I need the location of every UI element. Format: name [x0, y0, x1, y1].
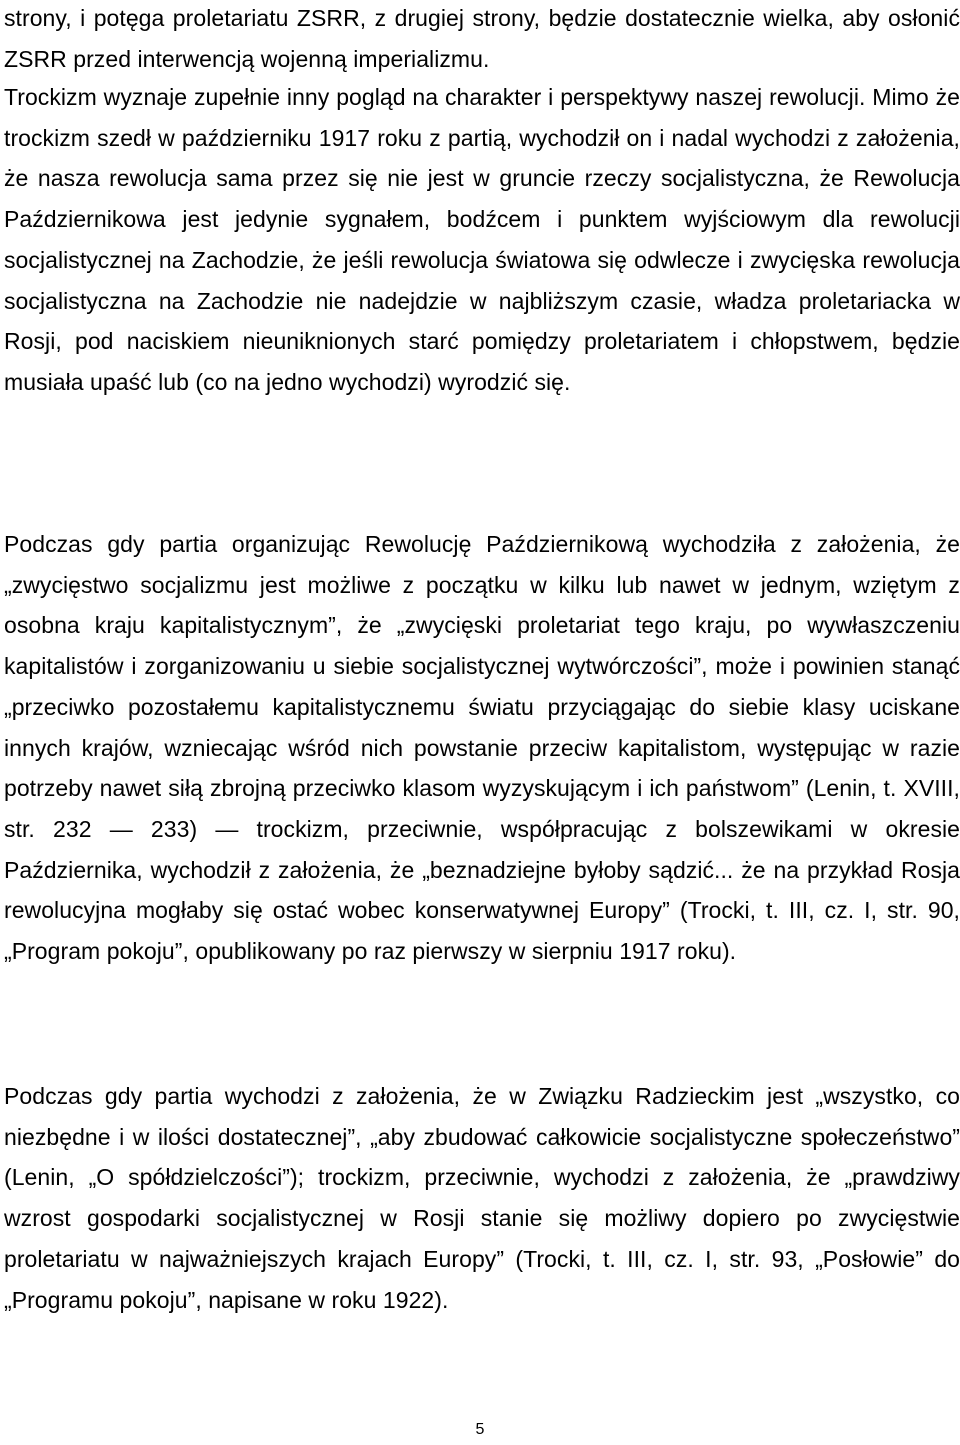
paragraph-4: Podczas gdy partia wychodzi z założenia, że w Związku Radzieckim jest „wszystko, co niezbędne i w ilości dostatecznej”, „aby zbudować całkowicie socjalistyczne społeczeństwo” (Lenin, „O spółdzielczości”); trockizm, przeciwnie, wychodzi z założenia, że „prawdziwy wzrost gospodarki socjalistycznej w Rosji stanie się możliwy dopiero po zwycięstwie proletariatu w najważniejszych krajach Europy” (Trocki, t. III, cz. I, str. 93, „Posłowie” do „Programu pokoju”, napisane w roku 1922).	[4, 1083, 960, 1313]
paragraph-2: Trockizm wyznaje zupełnie inny pogląd na charakter i perspektywy naszej rewolucji. Mimo że trockizm szedł w październiku 1917 roku z partią, wychodził on i nadal wychodzi z założenia, że nasza rewolucja sama przez się nie jest w gruncie rzeczy socjalistyczna, że Rewolucja Październikowa jest jedynie sygnałem, bodźcem i punktem wyjściowym dla rewolucji socjalistycznej na Zachodzie, że jeśli rewolucja światowa się odwlecze i zwycięska rewolucja socjalistyczna na Zachodzie nie nadejdzie w najbliższym czasie, władza proletariacka w Rosji, pod naciskiem nieuniknionych starć pomiędzy proletariatem i chłopstwem, będzie musiała upaść lub (co na jedno wychodzi) wyrodzić się.	[4, 84, 960, 395]
page-number: 5	[475, 1421, 485, 1438]
paragraph-3: Podczas gdy partia organizując Rewolucję Październikową wychodziła z założenia, że „zwycięstwo socjalizmu jest możliwe z początku w kilku lub nawet w jednym, wziętym z osobna kraju kapitalistycznym”, że „zwycięski proletariat tego kraju, po wywłaszczeniu kapitalistów i zorganizowaniu u siebie socjalistycznej wytwórczości”, może i powinien stanąć „przeciwko pozostałemu kapitalistycznemu światu przyciągając do siebie klasy uciskane innych krajów, wzniecając wśród nich powstanie przeciw kapitalistom, występując w razie potrzeby nawet siłą zbrojną przeciwko klasom wyzyskującym i ich państwom” (Lenin, t. XVIII, str. 232 — 233) — trockizm, przeciwnie, współpracując z bolszewikami w okresie Października, wychodził z założenia, że „beznadziejne byłoby sądzić... że na przykład Rosja rewolucyjna mogłaby się ostać wobec konserwatywnej Europy” (Trocki, t. III, cz. I, str. 90, „Program pokoju”, opublikowany po raz pierwszy w sierpniu 1917 roku).	[4, 531, 960, 965]
paragraph-1: strony, i potęga proletariatu ZSRR, z drugiej strony, będzie dostatecznie wielka, aby osłonić ZSRR przed interwencją wojenną imperializmu.	[4, 5, 960, 72]
